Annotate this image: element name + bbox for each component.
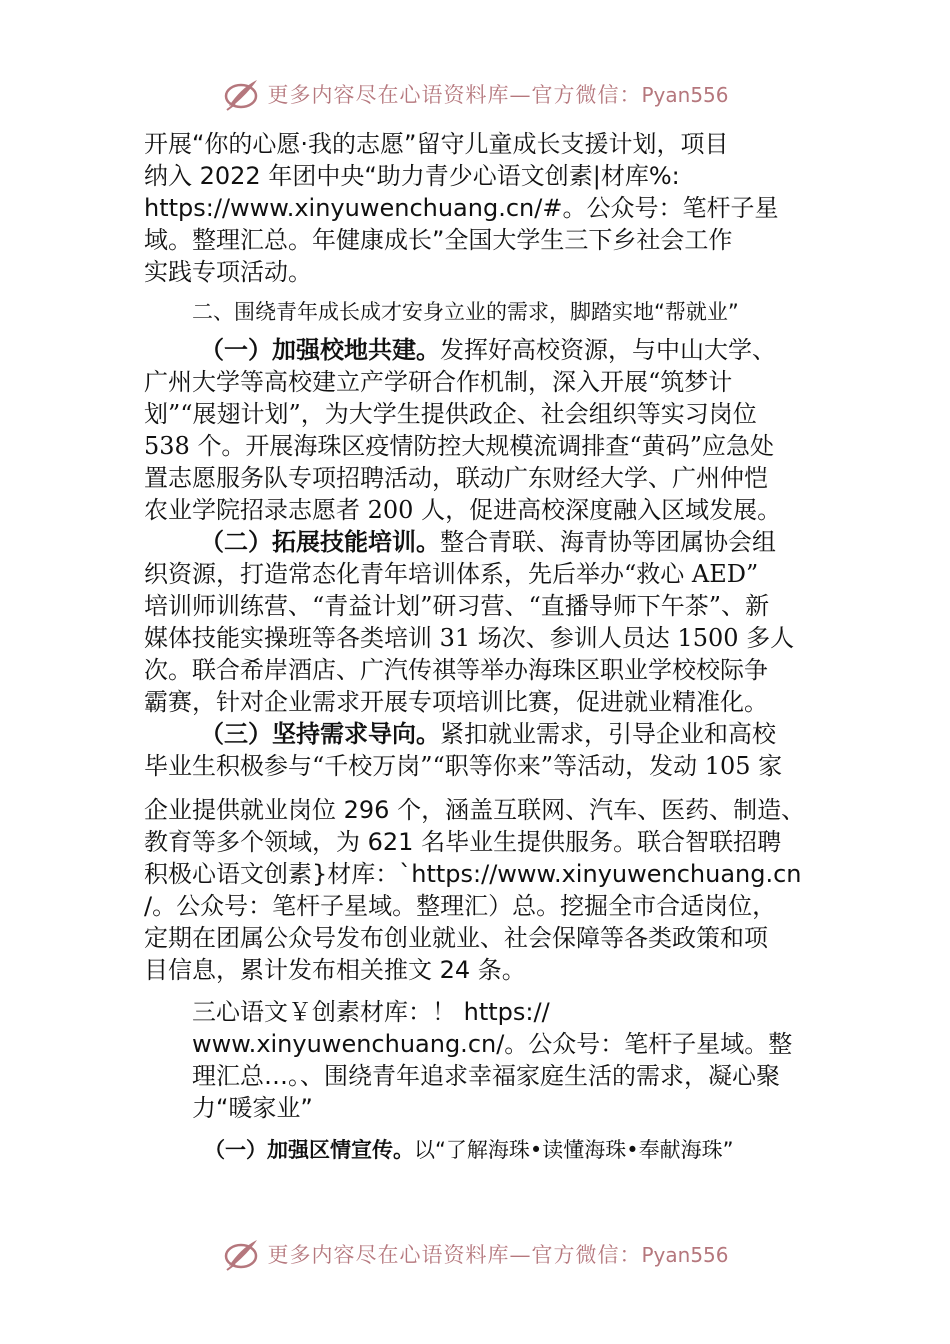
pen-feather-icon xyxy=(221,76,261,112)
paragraph-line: 农业学院招录志愿者 200 人，促进高校深度融入区域发展。 xyxy=(144,496,782,524)
text-line: www.xinyuwenchuang.cn/。公众号：笔杆子星域。整 xyxy=(192,1030,793,1058)
paragraph-line: （三）坚持需求导向。紧扣就业需求，引导企业和高校 xyxy=(200,719,776,748)
text-line: 开展“你的心愿·我的志愿”留守儿童成长支援计划，项目 xyxy=(144,130,729,158)
text-line: 实践专项活动。 xyxy=(144,258,312,286)
watermark-text: 更多内容尽在心语资料库—官方微信：Pyan556 xyxy=(267,83,729,107)
text-line: 理汇总…。、围绕青年追求幸福家庭生活的需求，凝心聚 xyxy=(192,1062,780,1090)
subsection-heading: （一）加强校地共建。 xyxy=(200,335,440,364)
text-line: 积极心语文创素}材库：`https://www.xinyuwenchuang.cn xyxy=(144,860,802,888)
paragraph-line: 划”“展翅计划”，为大学生提供政企、社会组织等实习岗位 xyxy=(144,400,757,428)
text-line: 力“暖家业” xyxy=(192,1094,313,1122)
watermark-banner-bottom xyxy=(0,1232,950,1276)
paragraph-line: 置志愿服务队专项招聘活动，联动广东财经大学、广州仲恺 xyxy=(144,464,768,492)
paragraph-line: 毕业生积极参与“千校万岗”“职等你来”等活动，发动 105 家 xyxy=(144,752,783,780)
paragraph-line: （二）拓展技能培训。整合青联、海青协等团属协会组 xyxy=(200,527,776,556)
text-line: 纳入 2022 年团中央“助力青少心语文创素|材库%: xyxy=(144,162,680,190)
text-line: 域。整理汇总。年健康成长”全国大学生三下乡社会工作 xyxy=(144,226,733,254)
pen-feather-icon xyxy=(221,1236,261,1272)
text-line: 三心语文￥创素材库：！ https:// xyxy=(192,998,550,1026)
paragraph-line: 次。联合希岸酒店、广汽传祺等举办海珠区职业学校校际争 xyxy=(144,656,768,684)
watermark-text: 更多内容尽在心语资料库—官方微信：Pyan556 xyxy=(267,1243,729,1267)
paragraph-line: 广州大学等高校建立产学研合作机制，深入开展“筑梦计 xyxy=(144,368,733,396)
paragraph-line: 培训师训练营、“青益计划”研习营、“直播导师下午茶”、新 xyxy=(144,592,770,620)
subsection-heading: （二）拓展技能培训。 xyxy=(200,527,440,556)
text-line: 教育等多个领域，为 621 名毕业生提供服务。联合智联招聘 xyxy=(144,828,782,856)
paragraph-line: （一）加强区情宣传。以“了解海珠•读懂海珠•奉献海珠” xyxy=(204,1138,734,1162)
watermark-banner-top xyxy=(0,72,950,116)
paragraph-line: 538 个。开展海珠区疫情防控大规模流调排查“黄码”应急处 xyxy=(144,432,774,460)
section-heading: 二、围绕青年成长成才安身立业的需求，脚踏实地“帮就业” xyxy=(192,300,739,324)
subsection-heading: （三）坚持需求导向。 xyxy=(200,719,440,748)
text-line: /。公众号：笔杆子星域。整理汇）总。挖掘全市合适岗位， xyxy=(144,892,777,920)
paragraph-line: 织资源，打造常态化青年培训体系，先后举办“救心 AED” xyxy=(144,560,759,588)
text-line: 定期在团属公众号发布创业就业、社会保障等各类政策和项 xyxy=(144,924,768,952)
paragraph-line: 媒体技能实操班等各类培训 31 场次、参训人员达 1500 多人 xyxy=(144,624,795,652)
paragraph-line: （一）加强校地共建。发挥好高校资源，与中山大学、 xyxy=(200,335,776,364)
text-line: 目信息，累计发布相关推文 24 条。 xyxy=(144,956,526,984)
subsection-heading: （一）加强区情宣传。 xyxy=(204,1138,414,1162)
paragraph-line: 霸赛，针对企业需求开展专项培训比赛，促进就业精准化。 xyxy=(144,688,768,716)
text-line: https://www.xinyuwenchuang.cn/#。公众号：笔杆子星 xyxy=(144,194,779,222)
text-line: 企业提供就业岗位 296 个，涵盖互联网、汽车、医药、制造、 xyxy=(144,796,806,824)
